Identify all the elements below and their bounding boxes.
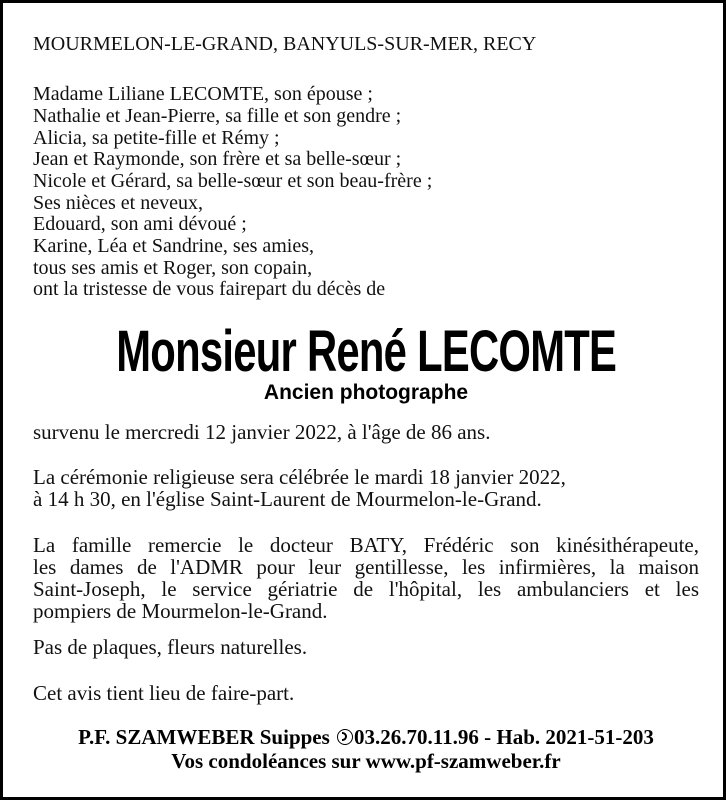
death-date-line: survenu le mercredi 12 janvier 2022, à l'âge de 86 ans.: [33, 420, 491, 444]
family-line: Nicole et Gérard, sa belle-sœur et son beau-frère ;: [33, 170, 433, 192]
deceased-name-text: Monsieur René LECOMTE: [116, 319, 616, 384]
thanks-line: La famille remercie le docteur BATY, Frédéric son kinésithérapeute,: [33, 533, 699, 557]
thanks-paragraph: [33, 534, 699, 622]
funeral-home-line: [3, 725, 726, 749]
thanks-line: pompiers de Mourmelon-le-Grand.: [33, 599, 328, 623]
family-line: Nathalie et Jean-Pierre, sa fille et son gendre ;: [33, 105, 402, 127]
family-line: Edouard, son ami dévoué ;: [33, 213, 247, 235]
funeral-home-name: P.F. SZAMWEBER Suippes: [78, 725, 330, 749]
announcement-line: ont la tristesse de vous fairepart du décès de: [33, 278, 386, 300]
phone-icon: [337, 729, 353, 745]
thanks-line: les dames de l'ADMR pour leur gentillesse, les infirmières, la maison: [33, 555, 699, 579]
family-line: Karine, Léa et Sandrine, ses amies,: [33, 235, 315, 257]
family-line: Jean et Raymonde, son frère et sa belle-sœur ;: [33, 148, 402, 170]
family-line: tous ses amis et Roger, son copain,: [33, 257, 313, 279]
locations-heading: MOURMELON-LE-GRAND, BANYULS-SUR-MER, RECY: [33, 33, 537, 55]
family-line: Madame Liliane LECOMTE, son épouse ;: [33, 83, 373, 105]
family-line: Alicia, sa petite-fille et Rémy ;: [33, 127, 280, 149]
ceremony-line: à 14 h 30, en l'église Saint-Laurent de Mourmelon-le-Grand.: [33, 487, 542, 511]
ceremony-line: La cérémonie religieuse sera célébrée le mardi 18 janvier 2022,: [33, 465, 566, 489]
deceased-occupation: Ancien photographe: [263, 381, 469, 404]
notice-note: Cet avis tient lieu de faire-part.: [33, 681, 295, 705]
funeral-home-phone: 03.26.70.11.96 - Hab. 2021-51-203: [354, 725, 654, 749]
thanks-line: Saint-Joseph, le service gériatrie de l'hôpital, les ambulanciers et les: [33, 577, 699, 601]
condolences-line: Vos condoléances sur www.pf-szamweber.fr: [171, 749, 561, 773]
deceased-name: [3, 319, 726, 384]
family-line: Ses nièces et neveux,: [33, 192, 203, 214]
flowers-note: Pas de plaques, fleurs naturelles.: [33, 635, 308, 659]
